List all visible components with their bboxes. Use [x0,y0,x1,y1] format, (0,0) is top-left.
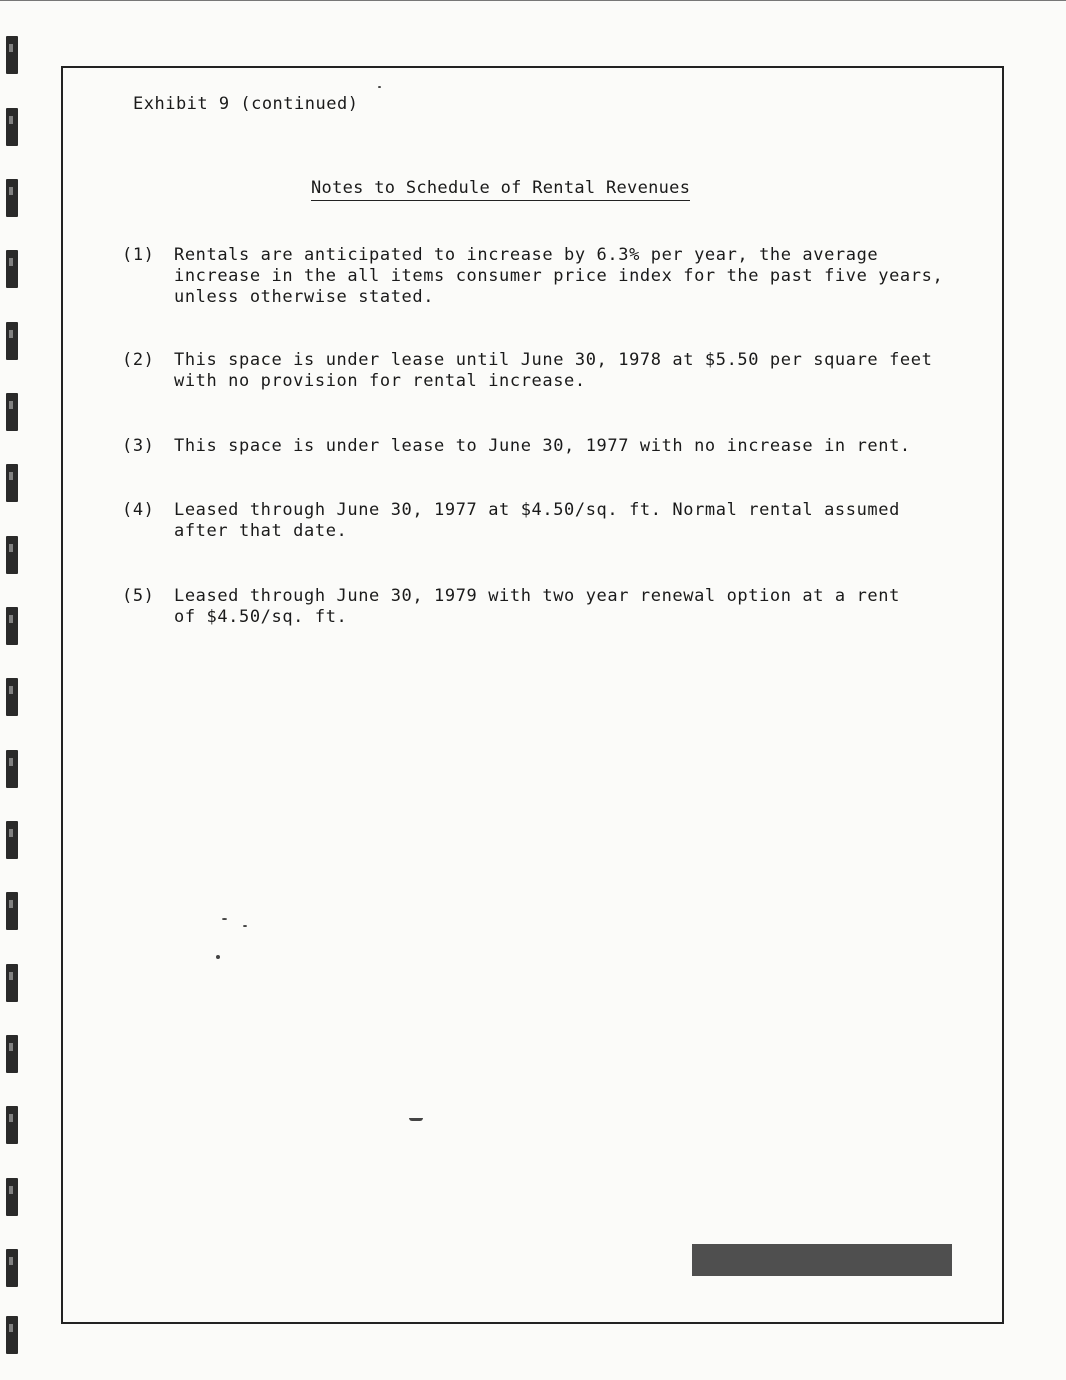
note-text: This space is under lease until June 30, 1978 at $5.50 per square feet with no provision for rental increase. [174,350,933,391]
scan-speck [216,955,220,959]
exhibit-label: Exhibit 9 (continued) [133,94,359,114]
binder-hole [6,464,18,502]
note-number: (3) [122,436,155,456]
binder-hole [6,1316,18,1354]
note-text: This space is under lease to June 30, 1977 with no increase in rent. [174,436,911,456]
scan-speck [222,918,227,920]
binder-hole [6,36,18,74]
binder-hole [6,750,18,788]
note-text: Leased through June 30, 1977 at $4.50/sq. ft. Normal rental assumed after that date. [174,500,900,541]
binder-hole [6,607,18,645]
binder-holes [6,36,20,1356]
top-edge-rule [0,0,1066,1]
binder-hole [6,1178,18,1216]
binder-hole [6,536,18,574]
note-number: (4) [122,500,155,520]
note-text: Rentals are anticipated to increase by 6.3% per year, the average increase in the all items consumer price index for the past five years, unless otherwise stated. [174,245,944,307]
note-text: Leased through June 30, 1979 with two year renewal option at a rent of $4.50/sq. ft. [174,586,900,627]
binder-hole [6,108,18,146]
binder-hole [6,322,18,360]
scan-speck [243,925,247,927]
binder-hole [6,250,18,288]
page-heading: Notes to Schedule of Rental Revenues [311,178,690,201]
scan-speck [409,1118,423,1121]
binder-hole [6,892,18,930]
company-stamp-logo [692,1244,952,1276]
binder-hole [6,1106,18,1144]
scan-speck [378,86,381,88]
note-number: (5) [122,586,155,606]
note-number: (2) [122,350,155,370]
binder-hole [6,1035,18,1073]
note-number: (1) [122,245,155,265]
binder-hole [6,964,18,1002]
binder-hole [6,821,18,859]
binder-hole [6,678,18,716]
binder-hole [6,1249,18,1287]
binder-hole [6,393,18,431]
binder-hole [6,179,18,217]
